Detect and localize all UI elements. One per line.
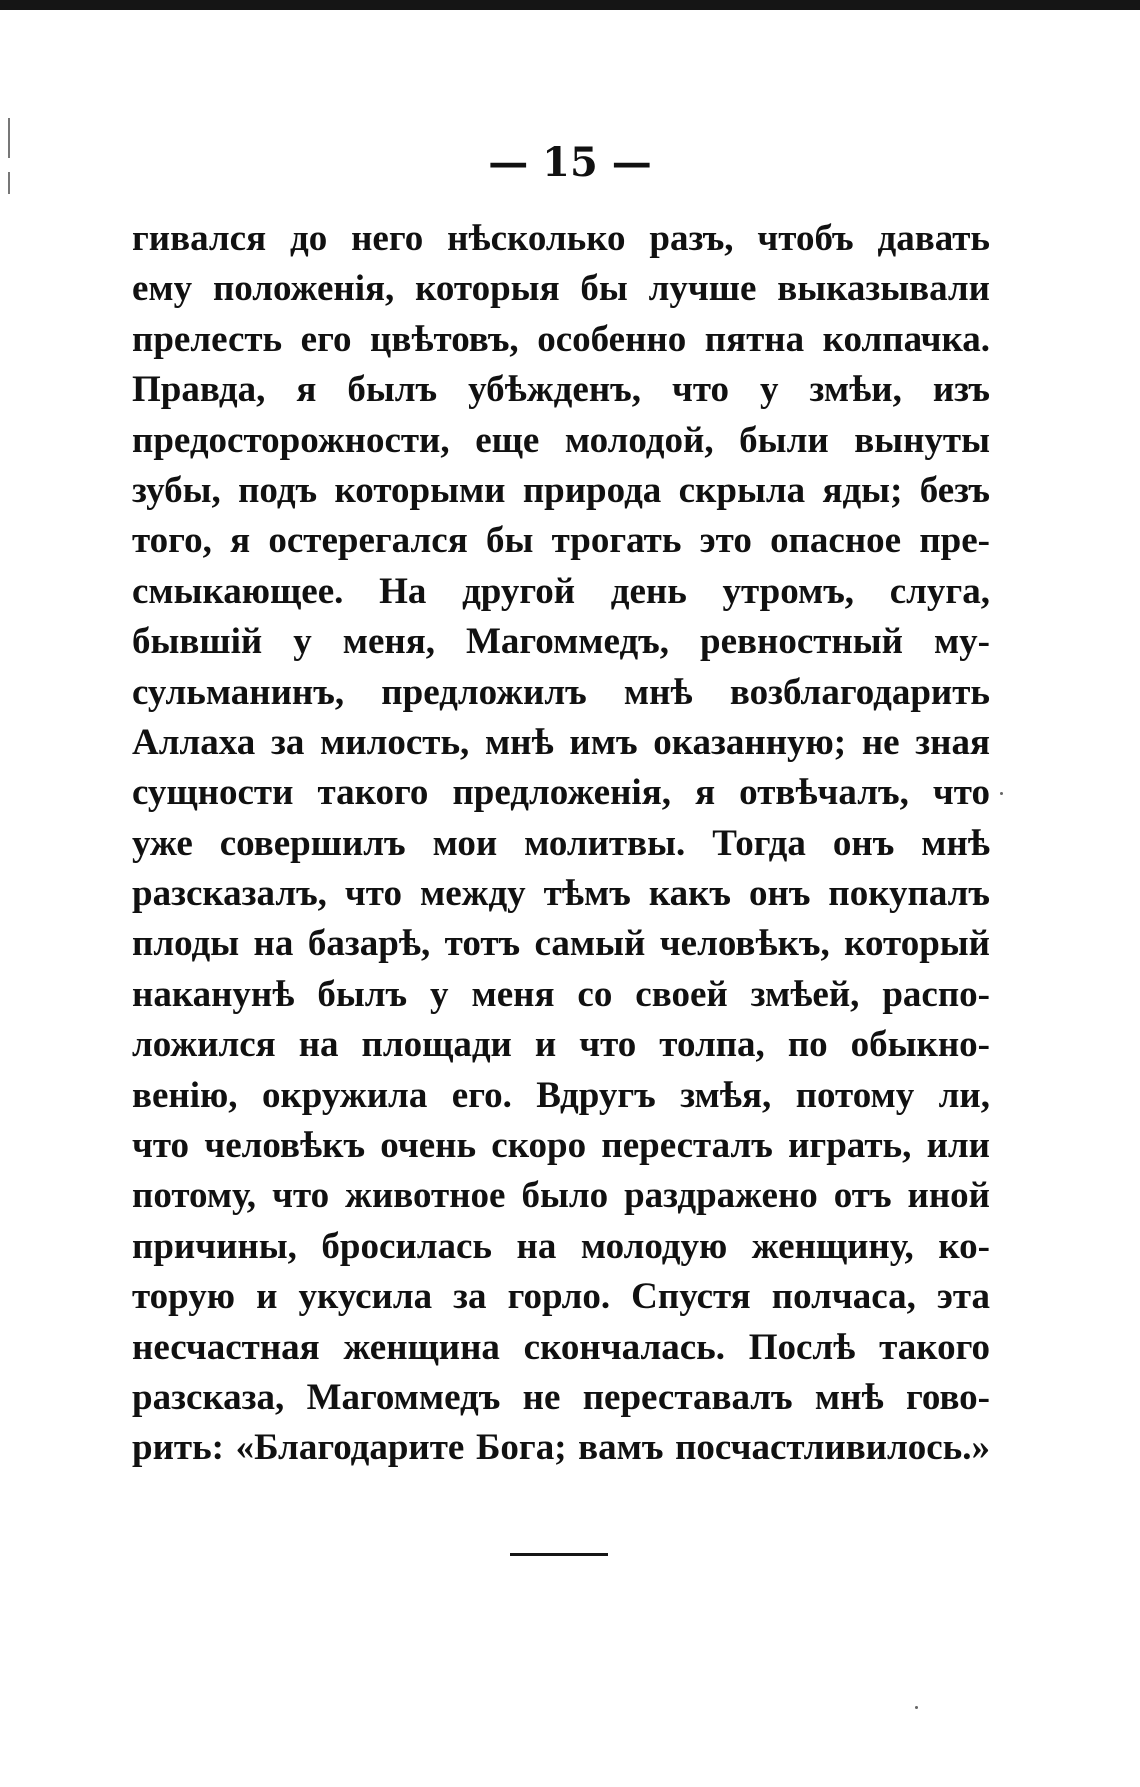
text-line: бывшій у меня, Магоммедъ, ревностный му- (132, 621, 990, 663)
text-line: прелесть его цвѣтовъ, особенно пятна колпачка. (132, 318, 990, 360)
text-line: торую и укусила за горло. Спустя полчаса, эта (132, 1276, 990, 1318)
text-line: гивался до него нѣсколько разъ, чтобъ давать (132, 218, 990, 259)
end-divider-rule (510, 1553, 608, 1556)
text-line: Правда, я былъ убѣжденъ, что у змѣи, изъ (132, 369, 990, 411)
text-line: ему положенія, которыя бы лучше выказывали (132, 268, 990, 310)
body-text (132, 214, 990, 1474)
text-line: того, я остерегался бы трогать это опасное пре- (132, 520, 990, 562)
text-line: сульманинъ, предложилъ мнѣ возблагодарить (132, 671, 990, 713)
paper-speck (1000, 792, 1003, 795)
text-line: что человѣкъ очень скоро пересталъ играть, или (132, 1125, 990, 1167)
text-line: разсказа, Магоммедъ не переставалъ мнѣ гово- (132, 1376, 990, 1418)
text-line: плоды на базарѣ, тотъ самый человѣкъ, который (132, 923, 990, 965)
text-line: ложился на площади и что толпа, по обыкно- (132, 1024, 990, 1066)
text-line: несчастная женщина скончалась. Послѣ такого (132, 1326, 990, 1368)
text-line: смыкающее. На другой день утромъ, слуга, (132, 570, 990, 612)
text-line: рить: «Благодарите Бога; вамъ посчастливилось.» (132, 1427, 990, 1469)
text-line: разсказалъ, что между тѣмъ какъ онъ покупалъ (132, 873, 990, 915)
text-line: причины, бросилась на молодую женщину, ко- (132, 1225, 990, 1267)
text-line: предосторожности, еще молодой, были вынуты (132, 419, 990, 461)
text-line: потому, что животное было раздражено отъ иной (132, 1175, 990, 1217)
text-line: венію, окружила его. Вдругъ змѣя, потому ли, (132, 1074, 990, 1116)
text-line: наканунѣ былъ у меня со своей змѣей, распо- (132, 973, 990, 1015)
page-number: — 15 — (488, 139, 652, 186)
text-line: зубы, подъ которыми природа скрыла яды; безъ (132, 469, 990, 511)
top-edge-rule (0, 0, 1140, 10)
text-line: уже совершилъ мои молитвы. Тогда онъ мнѣ (132, 822, 990, 864)
text-line: Аллаха за милость, мнѣ имъ оказанную; не зная (132, 721, 990, 763)
paper-speck (915, 1706, 918, 1709)
text-line: сущности такого предложенія, я отвѣчалъ, что (132, 772, 990, 814)
